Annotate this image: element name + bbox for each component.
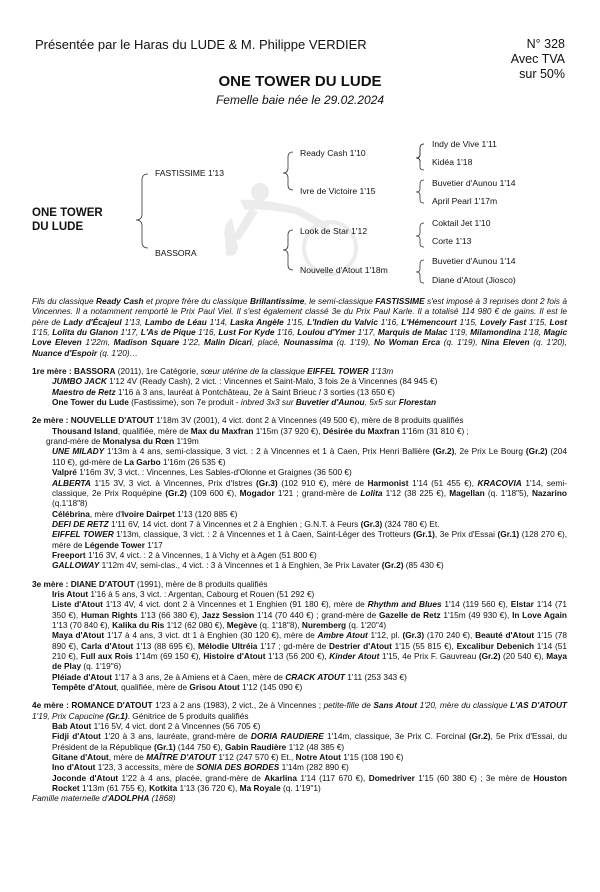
text-run: JUMBO JACK [52, 376, 107, 387]
text-run: L'Hémencourt [401, 316, 457, 327]
text-run: (109 600 €), [186, 487, 240, 498]
text-run: Laska Angèle [230, 316, 284, 327]
text-run: (q. 1'19), [440, 337, 482, 348]
dam-section-3 [32, 579, 567, 693]
text-run: 1'13 (70 840 €), [52, 619, 113, 630]
text-run: Ready Cash [96, 296, 144, 306]
text-run: One Tower du Lude [52, 397, 129, 408]
text-run: Loulou d'Ymer [297, 327, 356, 338]
text-run: Histoire d'Atout [203, 651, 266, 661]
text-run: CRACK ATOUT [285, 671, 345, 682]
produce-line [32, 387, 567, 397]
text-run: et propre frère du classique [143, 296, 250, 306]
text-run: Gazelle de Retz [378, 609, 441, 620]
text-run: 1'23 à 2 ans (1983), 2 vict., 2e à Vincennes ; [152, 700, 324, 711]
text-run: Pléiade d'Atout [52, 671, 113, 682]
produce-line [32, 731, 567, 752]
text-run: Malin Dicari [204, 337, 252, 348]
text-run: 1'15m (37 920 €), [253, 425, 323, 436]
text-run: Nounassima [283, 337, 333, 348]
ggp-5: Coktail Jet 1'10 [432, 218, 491, 228]
text-run: 1'21 ; grand-mère de [274, 487, 361, 498]
text-run: L'AS D'ATOUT [510, 700, 568, 711]
text-run: Ambre Atout [317, 630, 368, 641]
text-run: 1'13 4V, 4 vict. dont 2 à Vincennes et 1 Enghien (91 180 €), mère de [102, 599, 368, 610]
text-run: Lambo de Léau [144, 316, 207, 327]
text-run: Célébrina [52, 508, 90, 519]
text-run: 1'19, Prix Capucine [32, 710, 106, 721]
text-run: Magic Love Eleven [32, 327, 568, 348]
sire: FASTISSIME 1'13 [155, 168, 224, 178]
text-run: 1'15 (55 815 €), [391, 640, 457, 651]
text-run: (85 430 €) [403, 560, 444, 571]
text-run: Maya d'Atout [52, 630, 105, 641]
text-run: Bab Atout [52, 721, 92, 732]
text-run: 1'23, 3 accessits, mère de [95, 762, 197, 773]
text-run: (q. 1'19"1) [280, 783, 321, 794]
text-run: Ino d'Atout [52, 762, 96, 773]
text-run: (170 240 €), [424, 630, 476, 641]
text-run: Mogador [239, 487, 275, 498]
text-run: 1'16 3V, 4 vict. : 2 à Vincennes, 1 à Vichy et à Agen (51 800 €) [85, 549, 317, 560]
produce-line [32, 529, 567, 550]
text-run: Kotkita [149, 783, 178, 794]
text-run: , mère d' [89, 508, 122, 519]
text-run: (q. 1'19), [332, 337, 375, 348]
produce-line [32, 752, 567, 762]
ggp-8: Diane d'Atout (Jiosco) [432, 275, 516, 285]
sire-sire: Ready Cash 1'10 [300, 148, 366, 158]
text-run: Gabin Raudière [224, 741, 287, 752]
tva-label: Avec TVA [510, 52, 565, 66]
text-run: 1'16 à 3 ans, lauréat à Pontchâteau, 2e à Saint Brieuc / 3 sorties (13 650 €) [115, 386, 395, 397]
text-run: Fidji d'Atout [52, 731, 101, 742]
text-run: UNE MILADY [52, 446, 105, 457]
text-run: La Garbo [124, 456, 161, 467]
text-run: (Gr.2) [165, 487, 187, 498]
text-run: Buvetier d'Aunou [295, 397, 365, 408]
produce-line [32, 579, 567, 589]
text-run: 1'14 (51 455 €), [408, 477, 478, 488]
text-run: 1'22m, [81, 337, 114, 348]
produce-line [32, 550, 567, 560]
text-run: , qualifiée, mère de [117, 425, 191, 436]
text-run: No Woman Erca [374, 337, 441, 348]
text-run: (Gr.3) [360, 518, 383, 529]
text-run: , qualifiée, mère de [116, 682, 190, 693]
text-run: (Gr.2) [478, 651, 501, 661]
text-run: 1'15 (60 380 €) ; 3e mère de [414, 772, 534, 783]
text-run: Kalika du Ris [112, 619, 165, 630]
text-run: Nuremberg [301, 619, 347, 630]
text-run: 1'17, [118, 327, 141, 338]
text-run: L'As de Pique [140, 327, 196, 338]
text-run: (Gr.1) [413, 529, 435, 540]
produce-line [32, 560, 567, 570]
text-run: (Gr.1) [106, 710, 128, 721]
produce-line [32, 630, 567, 671]
text-run: Megève [226, 619, 258, 630]
text-run: 1'14 (71 350 €), [52, 599, 567, 620]
text-run: 1'22 à 4 ans, placée, grand-mère de [118, 772, 265, 783]
text-run: Elstar [510, 599, 534, 610]
text-run: Lolita du Glanon [52, 327, 119, 338]
text-run: 1'14 (70 440 €) ; grand-mère de [254, 609, 379, 620]
text-run: 1'14, [206, 316, 231, 327]
text-run: 1'16, [377, 316, 402, 327]
text-run: (q. 1'19"6) [81, 661, 122, 672]
text-run: (Gr.3) [402, 630, 425, 641]
text-run: 1'13, [121, 316, 145, 327]
text-run: Rhythm and Blues [367, 599, 442, 610]
text-run: Lost [549, 316, 568, 327]
text-run: , 5x5 sur [364, 397, 399, 408]
text-run: (Gr.2) [468, 731, 491, 742]
text-run: Lolita [360, 487, 383, 498]
text-run: , 2e Prix Le Bourg [454, 446, 526, 457]
text-run: Gitane d'Atout [52, 752, 109, 763]
text-run: 1'17 ; gd-mère de [257, 640, 330, 651]
text-run: 1'15, [526, 316, 550, 327]
text-run: (324 780 €) Et. [382, 518, 440, 529]
text-run: (Gr.2) [381, 560, 404, 571]
text-run: 1'13m, classique, 3 vict. : 2 à Vincennes et 1 à Caen, Saint-Léger des Trotteurs [113, 529, 414, 540]
sire-dam: Ivre de Victoire 1'15 [300, 186, 376, 196]
tva-rate: sur 50% [519, 67, 565, 81]
text-run: Famille maternelle d' [32, 793, 109, 804]
text-run: (1868) [149, 793, 176, 804]
text-run: 1'12m 4V, semi-clas., 4 vict. : 3 à Vincennes et 1 à Enghien, 3e Prix Lavater [99, 560, 382, 571]
text-run: 1'16 à 5 ans, 3 vict. : Argentan, Cabourg et Rouen (51 292 €) [88, 588, 315, 599]
text-run: 1'12 4V (Ready Cash), 2 vict. : Vincennes et Saint-Malo, 3 fois 2e à Vincennes (84 945 €) [106, 376, 438, 387]
text-run: 1'12 (62 080 €), [164, 619, 227, 630]
dam-lines [32, 366, 567, 793]
produce-line [32, 397, 567, 407]
text-run: Marquis de Malac [377, 327, 448, 338]
text-run: ALBERTA [52, 477, 91, 488]
subject-line-1: ONE TOWER [32, 207, 103, 219]
text-run: 1'14m (69 150 €), [132, 651, 204, 661]
text-run: Désirée du Maxfran [322, 425, 400, 436]
dam-dam: Nouvelle d'Atout 1'18m [300, 265, 388, 275]
text-run: 1'16, [274, 327, 298, 338]
text-run: 1'18, [520, 327, 544, 338]
text-run: 1'15, [32, 327, 53, 338]
text-run: 1'13 (36 720 €), [177, 783, 240, 794]
produce-line [32, 682, 567, 692]
text-run: Maestro de Retz [52, 386, 116, 397]
text-run: 2e mère : NOUVELLE D'ATOUT [32, 415, 154, 426]
text-run: Nazarino [531, 487, 567, 498]
text-run: Carla d'Atout [81, 640, 134, 651]
text-run: 1'15, [456, 316, 481, 327]
subject-line-2: DU LUDE [32, 221, 84, 233]
text-run: Sans Atout [373, 700, 418, 711]
dam-sire: Look de Star 1'12 [300, 226, 368, 236]
text-run: (Gr.1) [153, 741, 176, 752]
text-run: 1'11 (253 343 €) [345, 671, 407, 682]
text-run: Nuance d'Espoir [32, 347, 98, 358]
text-run: Human Rights [80, 609, 138, 620]
text-run: 1'13m [368, 366, 394, 377]
text-run: 1'16, [195, 327, 219, 338]
text-run: . Génitrice de 5 produits qualifiés [127, 710, 249, 721]
text-run: (Fastissime), son 7e produit - [128, 397, 241, 408]
text-run: , placé, [251, 337, 284, 348]
text-run: , 3e Prix d'Essai [434, 529, 498, 540]
text-run: KRACOVIA [477, 477, 522, 488]
text-run: (q. 1'18"8), [257, 619, 302, 630]
text-run: Brillantissime [249, 296, 305, 306]
text-run: 1'14 (119 560 €), [441, 599, 511, 610]
text-run: Ivoire Dairpet [121, 508, 175, 519]
text-run: 1'13 (88 695 €), [133, 640, 198, 651]
text-run: (144 750 €), [175, 741, 225, 752]
dam: BASSORA [155, 248, 197, 258]
text-run: Max du Maxfran [190, 425, 254, 436]
text-run: Iris Atout [52, 588, 89, 599]
produce-line [32, 589, 567, 599]
text-run: (2011), 1re Catégorie, [115, 366, 201, 377]
text-run: 1re mère : BASSORA [32, 366, 116, 377]
text-run: 1'15m (49 930 €), [440, 609, 513, 620]
ggp-6: Corte 1'13 [432, 236, 472, 246]
text-run: , le semi-classique [304, 296, 376, 306]
text-run: Liste d'Atout [52, 599, 103, 610]
text-run: 1'12 (247 570 €) Et., [216, 752, 296, 763]
text-run: 1'15 (78 890 €), [52, 630, 567, 651]
text-run: ADOLPHA [108, 793, 150, 804]
text-run: Lady d'Écajeul [63, 316, 122, 327]
text-run: sœur utérine de la classique [200, 366, 308, 377]
text-run: 1'20 à 3 ans, lauréate, grand-mère de [100, 731, 251, 742]
text-run: 1'12, pl. [367, 630, 403, 641]
text-run: (Gr.2) [432, 446, 455, 457]
text-run: (20 540 €), [500, 651, 547, 661]
text-run: 1'16m (31 810 €) ; [399, 425, 469, 436]
text-run: Joconde d'Atout [52, 772, 119, 783]
text-run: 1'14m (282 890 €) [279, 762, 349, 773]
text-run: Lust For Kyde [218, 327, 275, 338]
text-run: Mélodie Ultréia [197, 640, 258, 651]
ggp-3: Buvetier d'Aunou 1'14 [432, 178, 516, 188]
text-run: petite-fille de [323, 700, 374, 711]
text-run: (128 270 €), mère de [52, 529, 568, 550]
text-run: 1'15, [283, 316, 308, 327]
produce-line [32, 721, 567, 731]
text-run: 1'15 3V, 3 vict. à Vincennes, Prix d'Istres [90, 477, 257, 488]
text-run: 1'17 à 3 ans, 2e à Amiens et à Caen, mère de [112, 671, 286, 682]
produce-line [32, 672, 567, 682]
produce-line [32, 446, 567, 467]
text-run: (1991), mère de 8 produits qualifiés [134, 578, 268, 589]
text-run: Magellan [449, 487, 485, 498]
text-run: DEFI DE RETZ [52, 518, 109, 529]
text-run: 1'14, semi-classique, 2e Prix Roquépine [52, 477, 567, 498]
text-run: 1'13m (61 755 €), [79, 783, 150, 794]
text-run: SONIA DES BORDES [196, 762, 280, 773]
pedigree-chart [0, 130, 600, 295]
text-run: Kinder Atout [329, 651, 380, 661]
text-run: 1'17, [355, 327, 378, 338]
text-run: inbred 3x3 sur [240, 397, 296, 408]
text-run: 1'14m, classique, 3e Prix C. Forcinal [323, 731, 469, 742]
text-run: (q. 1'18"5), [484, 487, 532, 498]
text-run: 1'17 [145, 539, 163, 550]
text-run: , 5e Prix d'Essai, du Président de la République [52, 731, 567, 752]
text-run: s'est imposé à 3 reprises dont 2 fois à Vincennes. Il a notamment remporté le Prix Paul Viel. Il s'est également classé 3e du Prix Paul Karle. Il a totalisé 114 980 € de gains. Il est le père de [32, 296, 567, 327]
text-run: 3e mère : DIANE D'ATOUT [32, 578, 135, 589]
text-run: 1'19m [174, 436, 199, 447]
text-run: 1'13 (120 885 €) [174, 508, 238, 519]
text-run: 1'16m 3V, 3 vict. : Vincennes, Les Sables-d'Olonne et Graignes (36 500 €) [76, 467, 352, 478]
text-run: DORIA RAUDIERE [250, 731, 324, 742]
text-run: In Love Again [512, 609, 567, 620]
text-run: L'Indien du Valvic [307, 316, 378, 327]
dam-section-4 [32, 700, 567, 793]
produce-line [32, 366, 567, 376]
text-run: (204 110 €), gd-mère de [52, 446, 568, 467]
text-run: 1'11 6V, 14 vict. dont 7 à Vincennes et 2 à Enghien ; G.N.T. à Feurs [108, 518, 361, 529]
text-run: Jazz Session [202, 609, 255, 620]
text-run: Tempête d'Atout [52, 682, 117, 693]
text-run: EIFFEL TOWER [307, 366, 369, 377]
ggp-2: Kidéa 1'18 [432, 157, 473, 167]
text-run: Destrier d'Atout [329, 640, 392, 651]
ggp-4: April Pearl 1'17m [432, 196, 498, 206]
text-run: (Gr.3) [256, 477, 278, 488]
text-run: GALLOWAY [52, 560, 100, 571]
text-run: Florestan [398, 397, 437, 408]
text-run: Légende Tower [84, 539, 145, 550]
text-run: 1'12 (48 385 €) [286, 741, 345, 752]
text-run: (Gr.1) [497, 529, 520, 540]
produce-line [32, 762, 567, 772]
maternal-family [32, 793, 567, 803]
ggp-1: Indy de Vive 1'11 [432, 139, 497, 149]
text-run: Milamondina [470, 327, 521, 338]
produce-line [32, 599, 567, 630]
text-run: 1'15, 4e Prix F. Gauvreau [379, 651, 479, 661]
presenter-line: Présentée par le Haras du LUDE & M. Philippe VERDIER [35, 37, 367, 52]
text-run: 1'19, [447, 327, 471, 338]
text-run: Beauté d'Atout [475, 630, 535, 641]
catalog-text [32, 296, 567, 804]
produce-line [32, 467, 567, 477]
produce-line [32, 426, 567, 436]
text-run: Freeport [52, 549, 86, 560]
text-run: (q. 1'20), [529, 337, 568, 348]
text-run: Thousand Island [52, 425, 118, 436]
text-run: 1'13m à 4 ans, semi-classique, 3 vict. : 2 à Vincennes et 1 à Caen, Prix Henri Ballière [104, 446, 433, 457]
horse-subtitle: Femelle baie née le 29.02.2024 [215, 93, 385, 107]
text-run: 1'16 5V, 4 vict. dont 2 à Vincennes (56 705 €) [91, 721, 261, 732]
text-run: 1'17 à 4 ans, 3 vict. dt 1 à Enghien (30 120 €), mère de [104, 630, 318, 641]
produce-line [32, 700, 567, 721]
text-run: (102 910 €), mère de [277, 477, 368, 488]
sire-intro [32, 296, 567, 358]
text-run: Ma Royale [239, 783, 281, 794]
text-run: EIFFEL TOWER [52, 529, 114, 540]
text-run: MAÎTRE D'ATOUT [146, 752, 217, 763]
text-run: Excalibur Debenich [456, 640, 535, 651]
produce-line [32, 509, 567, 519]
text-run: Houston Rocket [52, 772, 568, 794]
text-run: Domedriver [368, 772, 415, 783]
lot-number: N° 328 [526, 37, 565, 51]
produce-line [32, 773, 567, 794]
text-run: Monalysa du Rœn [102, 436, 175, 447]
text-run: Maya de Play [52, 651, 567, 672]
subject-name [32, 206, 103, 234]
text-run: FASTISSIME [375, 296, 425, 306]
ggp-7: Buvetier d'Aunou 1'14 [432, 256, 516, 266]
text-run: , mère de [108, 752, 147, 763]
text-run: 1'16m (26 535 €) [160, 456, 226, 467]
text-run: 1'15 (108 190 €) [340, 752, 404, 763]
dam-section-1 [32, 366, 567, 407]
text-run: 1'18m 3V (2001), 4 vict. dont 2 à Vincennes (49 500 €), mère de 8 produits qualifiés [154, 415, 464, 426]
text-run: Notre Atout [295, 752, 341, 763]
text-run: 1'12 (38 225 €), [382, 487, 450, 498]
text-run: Nina Eleven [481, 337, 530, 348]
text-run: (q.1'18"8) [52, 498, 88, 509]
text-run: 1'22, [179, 337, 205, 348]
text-run: Harmonist [367, 477, 409, 488]
produce-line [32, 376, 567, 386]
text-run: (q. 1'20)… [97, 347, 138, 358]
produce-line [32, 415, 567, 425]
text-run: grand-mère de [46, 436, 103, 447]
produce-line [32, 519, 567, 529]
text-run: 1'14 (117 670 €), [296, 772, 369, 783]
text-run: Fils du classique [32, 296, 96, 306]
text-run: 1'12 (145 090 €) [239, 682, 303, 693]
text-run: Full aux Rois [80, 651, 133, 661]
text-run: (q. 1'20"4) [346, 619, 387, 630]
text-run: Akarlina [264, 772, 297, 783]
dam-section-2 [32, 415, 567, 570]
text-run: 1'13 (66 380 €), [137, 609, 203, 620]
text-run: 4e mère : ROMANCE D'ATOUT [32, 700, 153, 711]
horse-name: ONE TOWER DU LUDE [218, 73, 382, 90]
produce-line [32, 478, 567, 509]
text-run: Valpré [52, 467, 77, 478]
text-run: 1'14 (51 210 €), [52, 640, 567, 661]
text-run: 1'13 (56 200 €), [265, 651, 330, 661]
text-run: Lovely Fast [480, 316, 527, 327]
produce-line [32, 436, 567, 446]
text-run: Madison Square [113, 337, 180, 348]
text-run: (Gr.2) [525, 446, 548, 457]
text-run: 1'20, mère du classique [417, 700, 511, 711]
text-run: Grisou Atout [189, 682, 240, 693]
